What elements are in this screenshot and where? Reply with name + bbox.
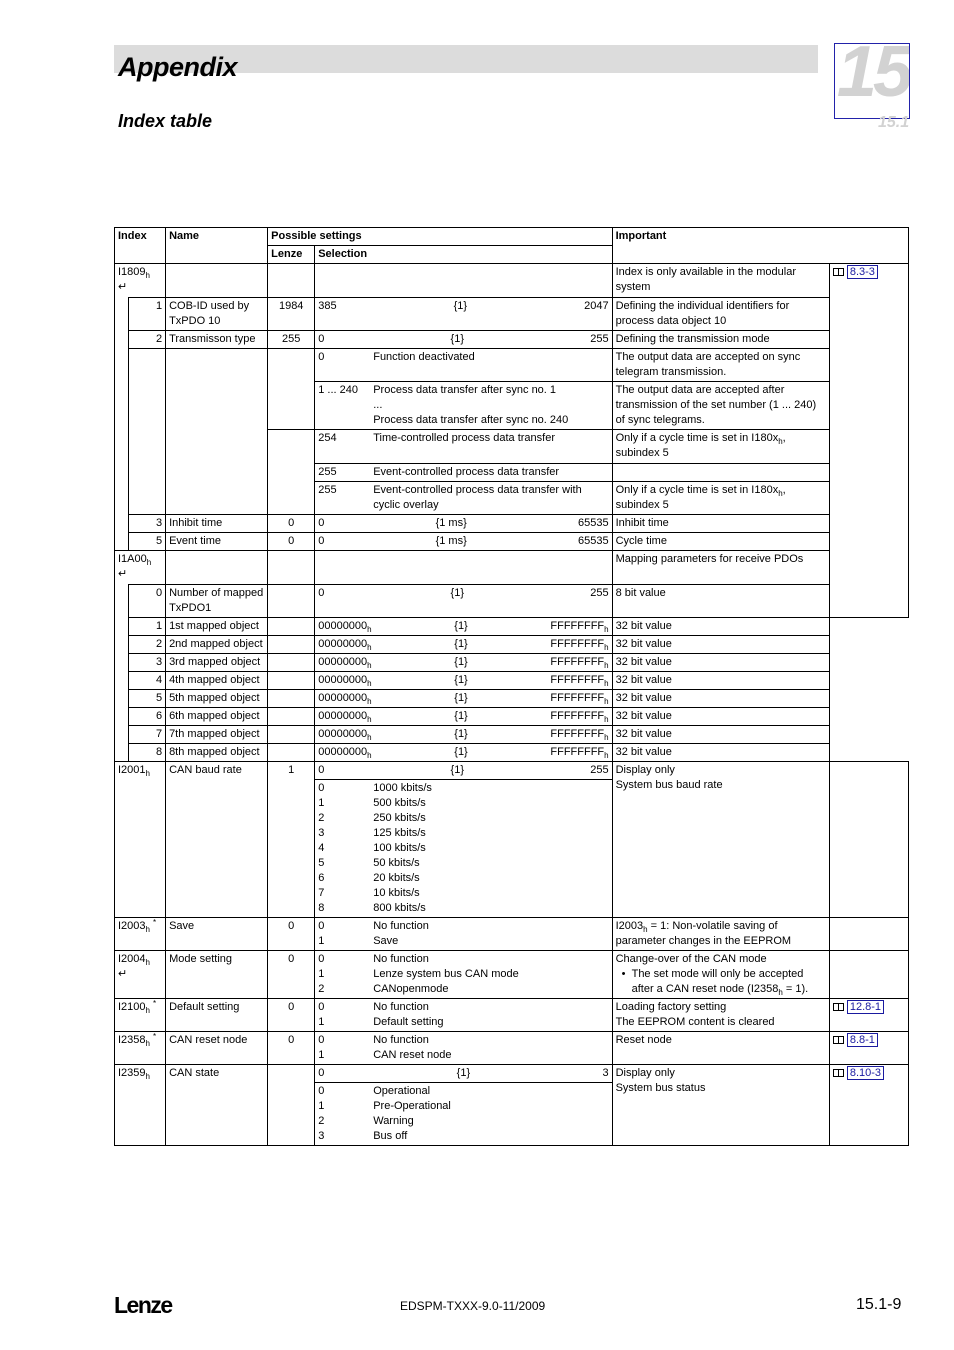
option-item: 0 No function [318, 953, 429, 965]
option-item: 0 Operational [318, 1085, 431, 1097]
option-item: 4 100 kbits/s [318, 842, 426, 854]
important-cell: Index is only available in the modular system [612, 264, 829, 298]
chapter-subnumber: 15.1 [878, 114, 910, 131]
table-row: 7 7th mapped object $00000000_h$ {1} $FFFFFFFF_h$ 32 bit value [115, 726, 909, 744]
reference-link[interactable]: 12.8-1 [847, 1000, 884, 1014]
reference-link[interactable]: 8.3-3 [847, 265, 878, 279]
table-row: 0 Function deactivated The output data are accepted on sync telegram transmission. [115, 349, 909, 382]
table-row: 2 2nd mapped object $00000000_h$ {1} $FFFFFFFF_h$ 32 bit value [115, 636, 909, 654]
index-cell: $I2001_h$ [115, 762, 166, 918]
option-item: 5 50 kbits/s [318, 857, 420, 869]
table-row: 5 5th mapped object $00000000_h$ {1} $FFFFFFFF_h$ 32 bit value [115, 690, 909, 708]
table-row: 3 Inhibit time 0 0 {1 ms} 65535 Inhibit time [115, 515, 909, 533]
lenze-logo: Lenze [114, 1292, 172, 1318]
option-item: 0 1000 kbits/s [318, 782, 432, 794]
table-header-row [115, 228, 909, 246]
mapped-object-rows [115, 618, 909, 762]
table-row: 6 6th mapped object $00000000_h$ {1} $FFFFFFFF_h$ 32 bit value [115, 708, 909, 726]
index-cell: $I1A00_h$ ↵ [115, 551, 166, 585]
index-cell: $I2004_h$ ↵ [115, 951, 166, 999]
option-item: 0 No function [318, 920, 429, 932]
chapter-badge [834, 43, 910, 119]
table-row: 254 Time-controlled process data transfer Only if a cycle time is set in $I180x_h$, subindex 5 [115, 430, 909, 464]
index-cell: $I2003_h$ * [115, 918, 166, 951]
index-cell: $I2358_h$ * [115, 1032, 166, 1065]
table-row: 255 Event-controlled process data transfer with cyclic overlay Only if a cycle time is set in $I180x_h$, subindex 5 [115, 482, 909, 515]
index-cell: $I2100_h$ * [115, 999, 166, 1032]
option-item: 1 Default setting [318, 1016, 444, 1028]
option-item: 2 Warning [318, 1115, 414, 1127]
table-row: 255 Event-controlled process data transfer [115, 464, 909, 482]
reference-cell [829, 264, 908, 618]
table-row: 0 Number of mapped TxPDO1 0 {1} 255 8 bit value [115, 585, 909, 618]
table-row: 5 Event time 0 0 {1 ms} 65535 Cycle time [115, 533, 909, 551]
table-row: 1 ... 240 Process data transfer after sync no. 1 ... Process data transfer after sync no. 240 The output data are accepted after transmission of the set number (1 ... 240) of sync telegrams. [115, 382, 909, 430]
option-item: 6 20 kbits/s [318, 872, 420, 884]
index-table [114, 227, 909, 1146]
table-row: $I1A00_h$ ↵ Mapping parameters for receive PDOs [115, 551, 909, 585]
table-row: $I2359_h$ CAN state 0 {1} 3 Display only System bus status 8.10-3 [115, 1065, 909, 1083]
document-id: EDSPM-TXXX-9.0-11/2009 [400, 1299, 546, 1313]
book-icon [833, 1003, 844, 1011]
header-important: Important [612, 228, 908, 264]
table-row: 1 1st mapped object $00000000_h$ {1} $FFFFFFFF_h$ 32 bit value [115, 618, 909, 636]
reference-link[interactable]: 8.10-3 [847, 1066, 884, 1080]
reference-link[interactable]: 8.8-1 [847, 1033, 878, 1047]
header-selection: Selection [315, 246, 612, 264]
chapter-number: 15 [836, 43, 909, 112]
book-icon [833, 268, 844, 276]
option-item: 0 No function [318, 1034, 429, 1046]
book-icon [833, 1069, 844, 1077]
book-icon [833, 1036, 844, 1044]
page-title: Appendix [118, 52, 238, 82]
option-item: 2 250 kbits/s [318, 812, 426, 824]
page-number: 15.1-9 [856, 1296, 902, 1313]
option-item: 8 800 kbits/s [318, 902, 426, 914]
table-row: 3 3rd mapped object $00000000_h$ {1} $FFFFFFFF_h$ 32 bit value [115, 654, 909, 672]
header-possible-settings: Possible settings [268, 228, 612, 246]
option-item: 1 500 kbits/s [318, 797, 426, 809]
header-index: Index [115, 228, 166, 264]
table-row: $I2100_h$ * Default setting 0 0 No function 1 Default setting Loading factory setting The EEPROM content is cleared 12.8-1 [115, 999, 909, 1032]
option-item: 1 Lenze system bus CAN mode [318, 968, 519, 980]
baud-rate-options [315, 780, 612, 918]
option-item: 3 125 kbits/s [318, 827, 426, 839]
header-lenze: Lenze [268, 246, 315, 264]
option-item: 1 Pre-Operational [318, 1100, 451, 1112]
index-cell: $I1809_h$ ↵ [115, 264, 166, 298]
table-row: $I2001_h$ CAN baud rate 1 0 {1} 255 Display only System bus baud rate [115, 762, 909, 780]
table-row: $I2004_h$ ↵ Mode setting 0 0 No function 1 Lenze system bus CAN mode 2 CANopenmode Change-over of the CAN mode • The set mode will only be accepted after a CAN reset node $(I2358_h = 1)$. [115, 951, 909, 999]
option-item: 1 Save [318, 935, 399, 947]
option-item: 2 CANopenmode [318, 983, 449, 995]
table-row: 2 Transmisson type 255 0 {1} 255 Defining the transmission mode [115, 331, 909, 349]
index-cell: $I2359_h$ [115, 1065, 166, 1146]
option-item: 7 10 kbits/s [318, 887, 420, 899]
table-row: 4 4th mapped object $00000000_h$ {1} $FFFFFFFF_h$ 32 bit value [115, 672, 909, 690]
section-subtitle: Index table [118, 111, 213, 131]
option-item: 0 No function [318, 1001, 429, 1013]
table-row: 8 8th mapped object $00000000_h$ {1} $FFFFFFFF_h$ 32 bit value [115, 744, 909, 762]
option-item: 1 CAN reset node [318, 1049, 452, 1061]
option-item: 3 Bus off [318, 1130, 408, 1142]
table-row: $I2358_h$ * CAN reset node 0 0 No function 1 CAN reset node Reset node 8.8-1 [115, 1032, 909, 1065]
table-row [115, 264, 909, 298]
table-row: 1 COB-ID used by TxPDO 10 1984 385 {1} 2047 Defining the individual identifiers for process data object 10 [115, 298, 909, 331]
table-row: $I2003_h$ * Save 0 0 No function 1 Save $I2003_h = 1$: Non-volatile saving of parameter changes in the EEPROM [115, 918, 909, 951]
header-name: Name [166, 228, 268, 264]
